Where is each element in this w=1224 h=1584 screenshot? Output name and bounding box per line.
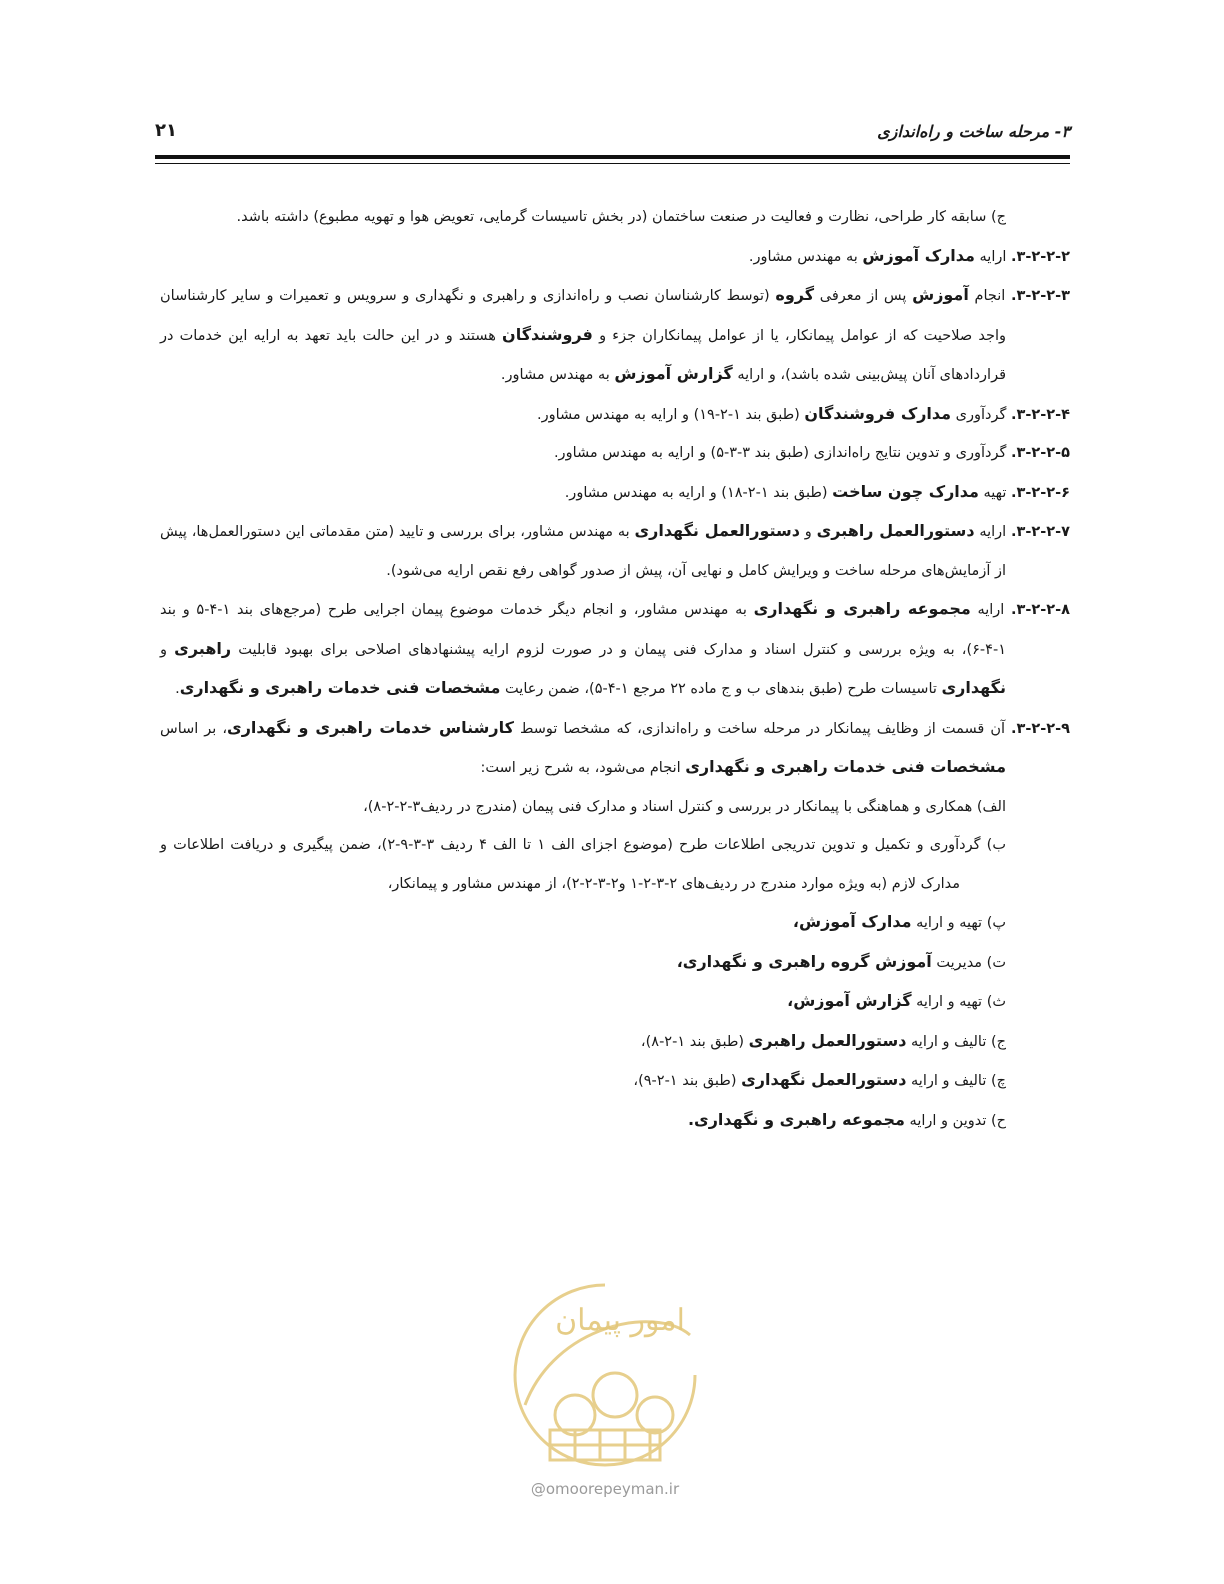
list-item-che: چ) تالیف و ارایه دستورالعمل نگهداری (طبق بند ۱-۲-۹)، — [633, 1070, 1006, 1089]
list-item-he: ح) تدوین و ارایه مجموعه راهبری و نگهداری. — [687, 1109, 1006, 1129]
list-item-alef: الف) همکاری و هماهنگی با پیمانکار در بررسی و کنترل اسناد و مدارک فنی پیمان (مندرج در ردیف۳-۲-۲-۸)، — [363, 798, 1006, 815]
section-number: ۳-۲-۲-۴. — [1011, 406, 1070, 423]
section-3-2-2-3: ۳-۲-۲-۳. انجام آموزش پس از معرفی گروه (توسط کارشناسان نصب و راه‌اندازی و راهبری و نگهداری و سرویس و تعمیرات و سایر کارشناسان واجد صلاحیت که از عوامل پیمانکار، یا از عوامل پیمانکاران جزء و فروشندگان هستند و در این حالت باید تعهد به ارایه این خدمات در قراردادهای آنان پیش‌بینی شده باشد)، و ارایه گزارش آموزش به مهندس مشاور. — [160, 285, 1070, 383]
section-3-2-2-6: ۳-۲-۲-۶. تهیه مدارک چون ساخت (طبق بند ۱-۲-۱۸) و ارایه به مهندس مشاور. — [564, 481, 1070, 501]
section-number: ۳-۲-۲-۷. — [1011, 524, 1070, 540]
list-item-se: ث) تهیه و ارایه گزارش آموزش، — [787, 991, 1006, 1010]
list-item-te: ت) مدیریت آموزش گروه راهبری و نگهداری، — [676, 951, 1006, 971]
header-rule-thin — [155, 163, 1070, 164]
watermark-logo-text: امور پیمان — [555, 1303, 685, 1338]
page-number: ۲۱ — [155, 120, 177, 141]
section-number: ۳-۲-۲-۲. — [1011, 248, 1070, 265]
section-number: ۳-۲-۲-۳. — [1011, 288, 1070, 304]
section-3-2-2-8: ۳-۲-۲-۸. ارایه مجموعه راهبری و نگهداری به مهندس مشاور، و انجام دیگر خدمات موضوع پیمان اجرایی طرح (مرجع‌های بند ۱-۴-۵ و بند ۱-۴-۶)، به ویژه بررسی و کنترل اسناد و مدارک فنی پیمان و در صورت لزوم ارایه پیشنهادهای اصلاحی برای بهبود قابلیت راهبری و نگهداری تاسیسات طرح (طبق بندهای ب و ج ماده ۲۲ مرجع ۱-۴-۵)، ضمن رعایت مشخصات فنی خدمات راهبری و نگهداری. — [160, 599, 1071, 697]
list-item-pe: پ) تهیه و ارایه مدارک آموزش، — [792, 912, 1006, 931]
omoorepeyman-logo-icon — [495, 1265, 715, 1485]
section-3-2-2-9: ۳-۲-۲-۹. آن قسمت از وظایف پیمانکار در مرحله ساخت و راه‌اندازی، که مشخصا توسط کارشناس خدمات راهبری و نگهداری، بر اساس مشخصات فنی خدمات راهبری و نگهداری انجام می‌شود، به شرح زیر است: — [160, 717, 1071, 776]
list-item-be: ب) گردآوری و تکمیل و تدوین تدریجی اطلاعات طرح (موضوع اجزای الف ۱ تا الف ۴ ردیف ۳-۳-۹-۲)، ضمن پیگیری و دریافت اطلاعات و مدارک لازم (به ویژه موارد مندرج در ردیف‌های ۲-۳-۲-۱ و۲-۳-۲-۲)، از مهندس مشاور و پیمانکار، — [160, 837, 1006, 892]
paragraph-item-jim: ج) سابقه کار طراحی، نظارت و فعالیت در صنعت ساختمان (در بخش تاسیسات گرمایی، تعویض هوا و تهویه مطبوع) داشته باشد. — [236, 209, 1006, 225]
list-item-jim: ج) تالیف و ارایه دستورالعمل راهبری (طبق بند ۱-۲-۸)، — [640, 1030, 1006, 1050]
watermark-url: @omoorepeyman.ir — [530, 1480, 680, 1498]
section-number: ۳-۲-۲-۵. — [1011, 445, 1070, 461]
page-header — [155, 116, 1070, 150]
document-body — [160, 198, 1070, 1140]
section-number: ۳-۲-۲-۶. — [1011, 484, 1070, 501]
header-rule-thick — [155, 155, 1070, 159]
section-3-2-2-5: ۳-۲-۲-۵. گردآوری و تدوین نتایج راه‌اندازی (طبق بند ۳-۳-۵) و ارایه به مهندس مشاور. — [553, 445, 1070, 461]
section-3-2-2-7: ۳-۲-۲-۷. ارایه دستورالعمل راهبری و دستورالعمل نگهداری به مهندس مشاور، برای بررسی و تایید (متن مقدماتی این دستورالعمل‌ها، پیش از آزمایش‌های مرحله ساخت و ویرایش کامل و نهایی آن، پیش از صدور گواهی رفع نقص ارایه می‌شود). — [160, 521, 1070, 579]
chapter-title: ۳- مرحله ساخت و راه‌اندازی — [877, 122, 1070, 141]
section-number: ۳-۲-۲-۹. — [1011, 720, 1071, 737]
watermark-logo — [495, 1265, 715, 1505]
section-3-2-2-4: ۳-۲-۲-۴. گردآوری مدارک فروشندگان (طبق بند ۱-۲-۱۹) و ارایه به مهندس مشاور. — [536, 403, 1070, 423]
section-number: ۳-۲-۲-۸. — [1011, 602, 1071, 618]
section-3-2-2-2: ۳-۲-۲-۲. ارایه مدارک آموزش به مهندس مشاور. — [748, 245, 1070, 265]
